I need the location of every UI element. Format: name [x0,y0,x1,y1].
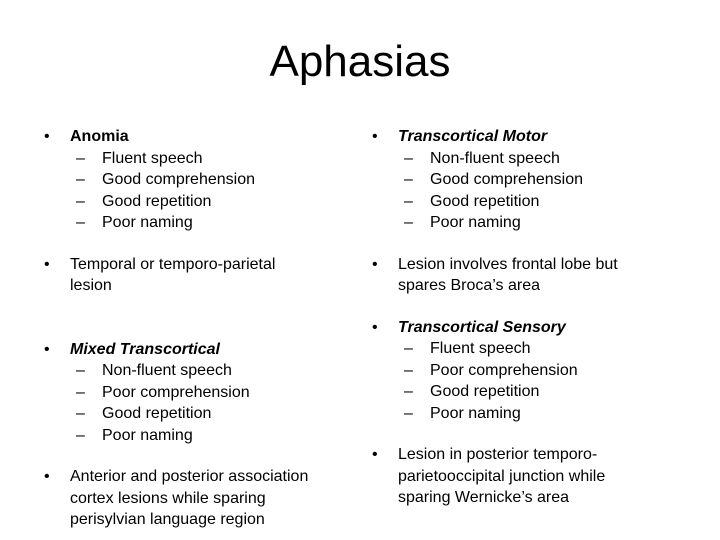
sensory-lesion-line: sparing Wernicke’s area [398,489,570,506]
anomia-item: Fluent speech [102,149,203,167]
motor-lesion-line: spares Broca’s area [398,277,540,294]
motor-lesion-bullet [372,254,672,297]
motor-item: Good comprehension [430,171,583,188]
dash-icon: – [404,214,413,231]
bullet-icon: • [44,340,50,358]
dash-icon: – [76,214,85,231]
anomia-heading: Anomia [70,128,129,145]
dash-icon: – [404,383,413,400]
dash-icon: – [404,340,413,357]
mixed-lesion-line: Anterior and posterior association [70,468,309,485]
list-item [44,169,344,191]
mixed-lesion-line: cortex lesions while sparing [70,489,266,507]
anomia-lesion-line: Temporal or temporo-parietal [70,255,276,273]
anomia-heading-bullet [44,126,344,148]
anomia-lesion-line: lesion [70,277,112,294]
mixed-item: Poor naming [102,426,193,444]
anomia-item: Poor naming [102,214,193,231]
dash-icon: – [404,192,413,210]
list-item [44,425,344,447]
sensory-item: Poor comprehension [430,361,578,379]
mixed-item: Good repetition [102,405,212,422]
bullet-icon: • [372,128,378,145]
left-column [44,126,344,531]
sensory-lesion-bullet [372,444,672,509]
dash-icon: – [76,362,85,379]
dash-icon: – [76,426,85,444]
slide-title: Aphasias [269,37,451,86]
dash-icon: – [76,405,85,422]
dash-icon: – [76,171,85,188]
list-item [44,212,344,234]
motor-heading: Transcortical Motor [398,128,548,145]
motor-item: Poor naming [430,214,521,231]
mixed-item: Non-fluent speech [102,362,232,379]
anomia-lesion-bullet [44,254,344,297]
list-item [372,169,672,191]
sensory-item: Fluent speech [430,340,531,357]
list-item [44,360,344,382]
list-item [372,212,672,234]
list-item [372,191,672,213]
list-item [372,360,672,382]
motor-item: Good repetition [430,192,540,210]
list-item [44,382,344,404]
mixed-lesion-bullet [44,466,344,531]
mixed-heading-bullet [44,339,344,361]
list-item [372,403,672,425]
sensory-lesion-line: parietooccipital junction while [398,467,606,485]
bullet-icon: • [44,255,50,273]
sensory-heading: Transcortical Sensory [398,318,566,336]
dash-icon: – [76,192,85,210]
motor-item: Non-fluent speech [430,149,560,167]
sensory-lesion-line: Lesion in posterior temporo- [398,446,598,463]
dash-icon: – [76,383,85,401]
list-item [372,381,672,403]
bullet-icon: • [372,318,378,336]
bullet-icon: • [44,468,50,485]
sensory-heading-bullet [372,317,672,339]
mixed-item: Poor comprehension [102,383,250,401]
bullet-icon: • [372,446,378,463]
dash-icon: – [404,404,413,422]
dash-icon: – [76,149,85,167]
mixed-lesion-line: perisylvian language region [70,511,265,528]
list-item [44,148,344,170]
bullet-icon: • [372,255,378,273]
list-item [44,191,344,213]
sensory-item: Poor naming [430,404,521,422]
right-column [372,126,672,509]
sensory-item: Good repetition [430,383,540,400]
dash-icon: – [404,361,413,379]
bullet-icon: • [44,128,50,145]
dash-icon: – [404,149,413,167]
anomia-item: Good repetition [102,192,212,210]
anomia-item: Good comprehension [102,171,255,188]
motor-heading-bullet [372,126,672,148]
dash-icon: – [404,171,413,188]
list-item [372,338,672,360]
mixed-heading: Mixed Transcortical [70,340,220,358]
list-item [44,403,344,425]
list-item [372,148,672,170]
motor-lesion-line: Lesion involves frontal lobe but [398,255,618,273]
